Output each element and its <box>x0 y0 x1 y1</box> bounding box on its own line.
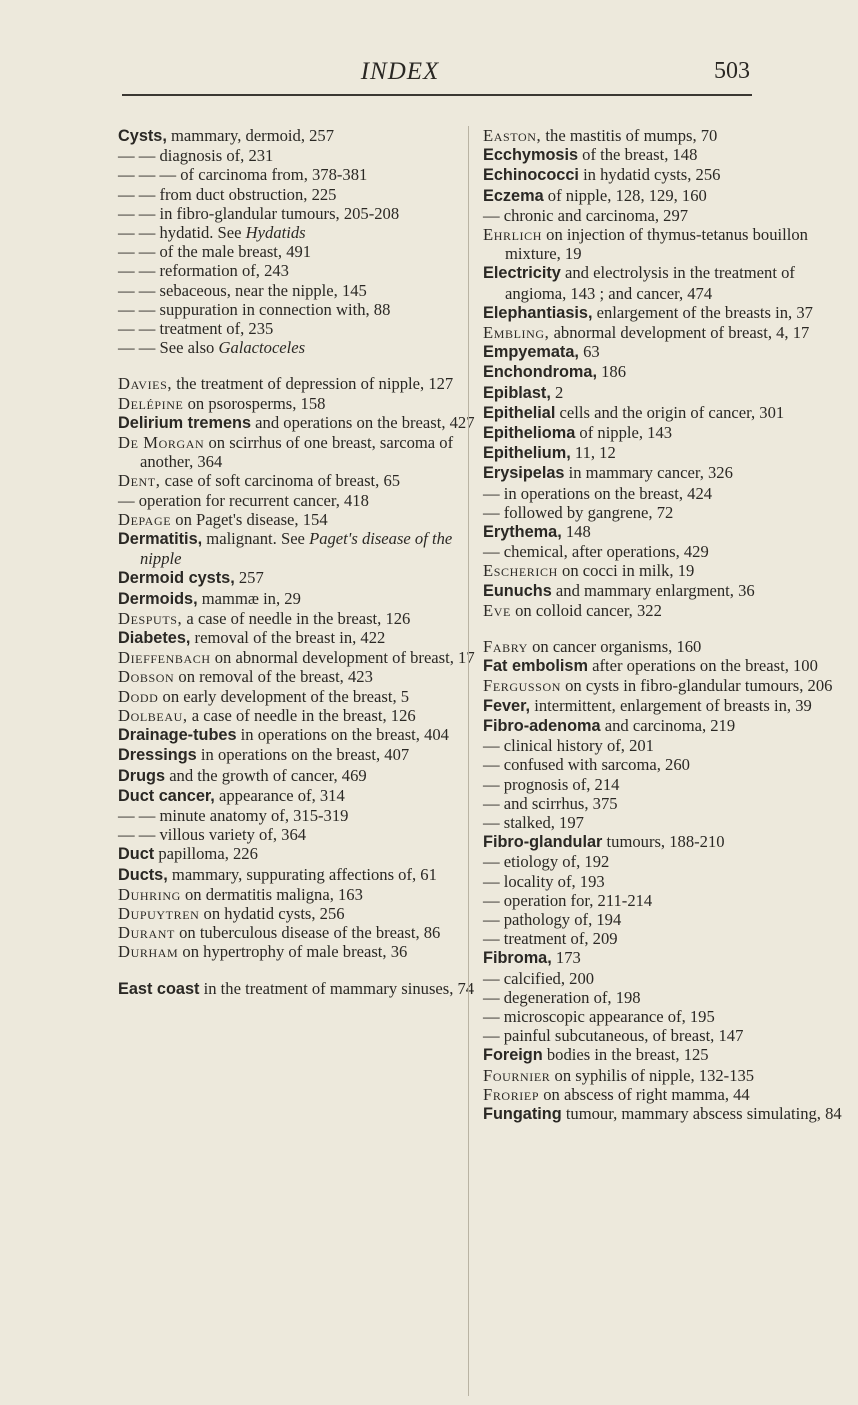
index-repeat-dash: — <box>483 909 500 929</box>
index-entry <box>483 186 858 206</box>
index-text: 257 <box>234 568 264 588</box>
index-text: of nipple, 143 <box>575 423 673 443</box>
index-heading: Empyemata, <box>483 343 579 362</box>
index-text: papilloma, 226 <box>154 844 258 864</box>
index-entry <box>118 885 493 904</box>
index-text: and electrolysis in the treatment of angioma, 143 ; and cancer, 474 <box>505 263 795 303</box>
index-cross-reference: Galactoceles <box>218 338 306 358</box>
index-text: See also <box>155 338 219 358</box>
index-entry <box>483 988 858 1007</box>
index-entry <box>118 300 493 319</box>
index-text: on dermatitis maligna, 163 <box>180 884 363 904</box>
index-repeat-dash: — <box>483 542 500 562</box>
index-text: on hypertrophy of male breast, 36 <box>178 942 408 962</box>
index-heading: Eczema <box>483 186 544 205</box>
index-text: and mammary enlargment, 36 <box>551 580 755 600</box>
index-heading: Dupuytren <box>118 903 200 923</box>
index-heading: East coast <box>118 979 200 998</box>
index-entry <box>118 394 493 413</box>
index-repeat-dash: — <box>483 968 500 988</box>
index-entry <box>483 872 858 891</box>
index-text: mammary, dermoid, 257 <box>166 126 335 145</box>
index-text: in hydatid cysts, 256 <box>578 165 721 185</box>
index-text: mammary, suppurating affections of, 61 <box>167 864 437 884</box>
index-entry <box>483 948 858 968</box>
index-heading: Dermoid cysts, <box>118 569 235 588</box>
index-entry <box>118 281 493 300</box>
index-entry <box>118 319 493 338</box>
index-heading: Embling, <box>483 323 550 343</box>
index-repeat-dash: — <box>483 1026 500 1046</box>
index-repeat-dash: — <box>483 774 500 794</box>
index-entry <box>483 383 858 403</box>
index-heading: Davies, <box>118 374 173 394</box>
page-header <box>0 0 800 106</box>
index-repeat-dash: — <box>483 929 500 949</box>
index-text: case of soft carcinoma of breast, 65 <box>160 471 401 491</box>
index-heading: Foreign <box>483 1046 543 1065</box>
index-entry <box>483 813 858 832</box>
index-repeat-dash: — — <box>118 242 156 262</box>
index-heading: Fat embolism <box>483 657 588 676</box>
index-text: 148 <box>561 522 591 542</box>
index-entry <box>118 374 493 393</box>
index-heading: Elephantiasis, <box>483 303 593 322</box>
index-text: sebaceous, near the nipple, 145 <box>155 280 367 300</box>
index-repeat-dash: — <box>483 755 500 775</box>
index-entry <box>118 510 493 529</box>
index-heading: Epithelial <box>483 403 556 422</box>
index-text: intermittent, enlargement of breasts in, 39 <box>530 695 812 715</box>
index-entry <box>118 471 493 490</box>
index-text: on abscess of right mamma, 44 <box>539 1084 750 1104</box>
index-text: on scirrhus of one breast, sarcoma of another, 364 <box>140 433 454 472</box>
index-text: of the breast, 148 <box>578 145 698 165</box>
index-entry <box>483 910 858 929</box>
index-text: reformation of, 243 <box>155 261 289 281</box>
index-heading: Epithelium, <box>483 444 571 463</box>
index-entry <box>483 676 858 695</box>
index-text: treatment of, 209 <box>499 929 618 949</box>
index-repeat-dash: — <box>483 812 500 832</box>
index-entry <box>483 852 858 871</box>
index-text: abnormal development of breast, 4, 17 <box>549 323 810 343</box>
index-repeat-dash: — <box>483 890 500 910</box>
index-entry <box>118 786 493 806</box>
index-entry <box>118 413 493 433</box>
index-text: of carcinoma from, 378-381 <box>176 165 368 185</box>
index-text: in operations on the breast, 407 <box>196 745 410 765</box>
index-text: on cysts in fibro-glandular tumours, 206 <box>560 676 833 696</box>
index-text: appearance of, 314 <box>214 785 345 805</box>
index-text: of the male breast, 491 <box>155 242 312 262</box>
index-repeat-dash: — — — <box>118 165 177 185</box>
index-text: painful subcutaneous, of breast, 147 <box>499 1026 744 1046</box>
index-entry <box>118 146 493 165</box>
index-text: of nipple, 128, 129, 160 <box>543 185 707 205</box>
index-text: on psorosperms, 158 <box>183 393 326 413</box>
index-heading: Ehrlich <box>483 225 543 245</box>
index-entry <box>483 969 858 988</box>
index-entry <box>483 929 858 948</box>
index-heading: Depage <box>118 509 172 529</box>
index-entry <box>483 716 858 736</box>
index-heading: Dodd <box>118 686 159 706</box>
index-repeat-dash: — — <box>118 805 156 825</box>
index-entry <box>118 568 493 588</box>
index-text: in operations on the breast, 424 <box>499 483 713 503</box>
index-heading: Dermoids, <box>118 589 198 608</box>
index-heading: Dieffenbach <box>118 648 211 668</box>
index-text: malignant. See <box>202 529 310 549</box>
index-text: in operations on the breast, 404 <box>236 725 449 745</box>
index-heading: Electricity <box>483 264 561 283</box>
index-repeat-dash: — <box>483 483 500 503</box>
index-text: operation for, 211-214 <box>499 890 653 910</box>
index-entry <box>483 263 858 302</box>
index-text: the treatment of depression of nipple, 127 <box>172 374 454 394</box>
index-entry <box>118 745 493 765</box>
index-text: degeneration of, 198 <box>499 987 641 1007</box>
index-repeat-dash: — <box>483 1006 500 1026</box>
index-text: 63 <box>578 342 600 362</box>
index-text: on abnormal development of breast, 17 <box>210 648 475 668</box>
index-entry <box>118 766 493 786</box>
index-entry <box>118 185 493 204</box>
index-heading: Fournier <box>483 1065 551 1085</box>
index-entry <box>483 637 858 656</box>
index-heading: Duct cancer, <box>118 786 215 805</box>
index-entry <box>118 979 493 999</box>
index-text: on injection of thymus-tetanus bouillon mixture, 19 <box>505 225 808 264</box>
index-text: diagnosis of, 231 <box>155 146 274 166</box>
index-entry <box>483 303 858 323</box>
index-entry <box>483 362 858 382</box>
index-entry <box>483 165 858 185</box>
index-entry <box>118 725 493 745</box>
index-heading: Fabry <box>483 637 528 657</box>
index-entry <box>483 522 858 542</box>
index-entry <box>483 503 858 522</box>
index-heading: Ecchymosis <box>483 146 579 165</box>
index-entry <box>118 687 493 706</box>
index-entry <box>118 204 493 223</box>
index-heading: Escherich <box>483 561 558 581</box>
index-heading: Delépine <box>118 393 184 413</box>
index-repeat-dash: — <box>483 852 500 872</box>
index-heading: Ducts, <box>118 865 168 884</box>
index-text: on colloid cancer, 322 <box>510 600 662 620</box>
index-repeat-dash: — <box>483 793 500 813</box>
index-entry <box>483 891 858 910</box>
index-text: pathology of, 194 <box>499 909 622 929</box>
index-heading: Dressings <box>118 746 197 765</box>
index-entry <box>118 126 493 146</box>
index-text: suppuration in connection with, 88 <box>155 299 391 319</box>
index-heading: Desputs, <box>118 608 183 628</box>
index-entry <box>118 223 493 242</box>
index-cross-reference: Hydatids <box>245 223 306 243</box>
index-entry <box>118 706 493 725</box>
index-text: the mastitis of mumps, 70 <box>541 126 718 145</box>
index-text: operation for recurrent cancer, 418 <box>134 490 369 510</box>
index-text: removal of the breast in, 422 <box>190 628 386 648</box>
index-repeat-dash: — <box>483 871 500 891</box>
index-heading: Eve <box>483 600 511 620</box>
index-text: tumour, mammary abscess simulating, 84 <box>561 1103 842 1123</box>
index-entry <box>483 1085 858 1104</box>
index-entry <box>118 806 493 825</box>
index-cross-reference: Paget's disease of the nipple <box>140 529 453 569</box>
index-entry <box>483 484 858 503</box>
index-entry <box>483 1066 858 1085</box>
index-column-right <box>468 126 858 1396</box>
index-entry <box>483 403 858 423</box>
index-text: 11, 12 <box>570 443 616 463</box>
index-heading: Fergusson <box>483 676 561 696</box>
index-text: chronic and carcinoma, 297 <box>499 205 689 225</box>
index-text: tumours, 188-210 <box>602 832 725 852</box>
index-text: in the treatment of mammary sinuses, 74 <box>199 978 475 998</box>
index-text: microscopic appearance of, 195 <box>499 1006 715 1026</box>
index-entry <box>118 844 493 864</box>
index-text: from duct obstruction, 225 <box>155 184 337 204</box>
index-entry <box>483 323 858 342</box>
index-repeat-dash: — — <box>118 261 156 281</box>
index-entry <box>118 865 493 885</box>
index-heading: Eunuchs <box>483 581 552 600</box>
index-heading: Delirium tremens <box>118 413 252 432</box>
index-text: and operations on the breast, 427 <box>251 412 475 432</box>
index-heading: Diabetes, <box>118 629 191 648</box>
index-heading: Dolbeau, <box>118 705 188 725</box>
index-entry <box>118 589 493 609</box>
index-entry <box>118 825 493 844</box>
index-repeat-dash: — — <box>118 203 156 223</box>
index-text: etiology of, 192 <box>499 852 610 872</box>
index-heading: Epiblast, <box>483 383 551 402</box>
index-text: clinical history of, 201 <box>499 736 654 756</box>
index-text: prognosis of, 214 <box>499 774 620 794</box>
index-text: on Paget's disease, 154 <box>171 509 328 529</box>
index-repeat-dash: — — <box>118 184 156 204</box>
index-entry <box>483 463 858 483</box>
index-text: locality of, 193 <box>499 871 605 891</box>
index-heading: Drugs <box>118 766 166 785</box>
index-text: after operations on the breast, 100 <box>587 656 818 676</box>
index-repeat-dash: — <box>118 490 135 510</box>
index-repeat-dash: — <box>483 736 500 756</box>
index-text: minute anatomy of, 315-319 <box>155 805 349 825</box>
index-heading: Drainage-tubes <box>118 726 237 745</box>
index-heading: Echinococci <box>483 166 579 185</box>
index-repeat-dash: — — <box>118 825 156 845</box>
index-entry <box>483 225 858 263</box>
index-heading: Cysts, <box>118 127 167 145</box>
index-text: on tuberculous disease of the breast, 86 <box>174 923 441 943</box>
index-entry <box>118 609 493 628</box>
index-entry <box>483 581 858 601</box>
index-repeat-dash: — <box>483 205 500 225</box>
index-entry <box>483 755 858 774</box>
index-text: stalked, 197 <box>499 812 584 832</box>
index-text: 186 <box>596 362 627 382</box>
index-entry <box>118 261 493 280</box>
index-repeat-dash: — <box>483 987 500 1007</box>
index-entry <box>483 206 858 225</box>
index-heading: Durham <box>118 942 179 962</box>
index-entry <box>483 1026 858 1045</box>
index-heading: Dent, <box>118 471 161 491</box>
index-text: bodies in the breast, 125 <box>542 1045 709 1065</box>
index-text: followed by gangrene, 72 <box>499 502 674 522</box>
index-text: on cocci in milk, 19 <box>557 561 695 581</box>
index-heading: Fungating <box>483 1104 562 1123</box>
index-entry <box>483 561 858 580</box>
index-column-left <box>118 126 493 999</box>
page-number: 503 <box>714 58 750 84</box>
index-repeat-dash: — — <box>118 223 156 243</box>
index-text: and the growth of cancer, 469 <box>165 765 367 785</box>
index-entry <box>483 542 858 561</box>
index-repeat-dash: — — <box>118 338 156 358</box>
index-entry <box>118 628 493 648</box>
index-text: villous variety of, 364 <box>155 825 307 845</box>
index-text: 2 <box>550 382 564 402</box>
index-entry <box>483 126 858 145</box>
index-heading: Froriep <box>483 1084 540 1104</box>
index-repeat-dash: — — <box>118 319 156 339</box>
index-text: mammæ in, 29 <box>197 588 301 608</box>
index-entry <box>118 242 493 261</box>
index-text: cells and the origin of cancer, 301 <box>555 402 785 422</box>
index-entry <box>483 832 858 852</box>
index-heading: Enchondroma, <box>483 363 597 382</box>
index-entry <box>483 601 858 620</box>
index-text: hydatid. See <box>155 223 246 243</box>
index-entry <box>118 433 493 471</box>
index-entry <box>118 904 493 923</box>
header-rule <box>122 94 752 96</box>
index-text: a case of needle in the breast, 126 <box>187 705 416 725</box>
index-heading: Dobson <box>118 667 175 687</box>
running-head: INDEX <box>360 58 440 85</box>
index-text: chemical, after operations, 429 <box>499 542 709 562</box>
index-repeat-dash: — — <box>118 280 156 300</box>
index-text: on early development of the breast, 5 <box>158 686 410 706</box>
index-heading: Fibro-adenoma <box>483 716 601 735</box>
index-heading: Erythema, <box>483 523 562 542</box>
index-text: and carcinoma, 219 <box>600 715 736 735</box>
index-heading: Erysipelas <box>483 464 565 483</box>
index-text: on removal of the breast, 423 <box>174 667 373 687</box>
index-heading: Fever, <box>483 696 531 715</box>
index-text: enlargement of the breasts in, 37 <box>592 302 813 322</box>
index-text: in fibro-glandular tumours, 205-208 <box>155 203 400 223</box>
index-heading: Easton, <box>483 126 542 145</box>
index-text: a case of needle in the breast, 126 <box>182 608 411 628</box>
index-entry <box>483 342 858 362</box>
index-repeat-dash: — — <box>118 146 156 166</box>
index-entry <box>118 165 493 184</box>
index-heading: Fibroma, <box>483 949 552 968</box>
index-entry <box>118 648 493 667</box>
index-text: confused with sarcoma, 260 <box>499 755 690 775</box>
index-entry <box>483 443 858 463</box>
index-heading: Duhring <box>118 884 181 904</box>
index-entry <box>118 529 493 568</box>
index-text: on syphilis of nipple, 132-135 <box>550 1065 755 1085</box>
index-heading: Dermatitis, <box>118 530 203 549</box>
index-entry <box>483 775 858 794</box>
index-heading: Epithelioma <box>483 424 576 443</box>
index-entry <box>118 338 493 357</box>
index-repeat-dash: — — <box>118 299 156 319</box>
index-text: 173 <box>551 948 581 968</box>
index-text: and scirrhus, 375 <box>499 793 618 813</box>
index-entry <box>118 923 493 942</box>
index-heading: De Morgan <box>118 433 205 453</box>
index-heading: Durant <box>118 923 175 943</box>
index-entry <box>118 942 493 961</box>
index-entry <box>483 1045 858 1065</box>
index-text: on cancer organisms, 160 <box>527 637 702 657</box>
index-text: treatment of, 235 <box>155 319 274 339</box>
index-entry <box>483 1104 858 1124</box>
index-text: calcified, 200 <box>499 968 595 988</box>
index-entry <box>483 423 858 443</box>
index-entry <box>483 736 858 755</box>
index-entry <box>483 1007 858 1026</box>
index-heading: Fibro-glandular <box>483 833 603 852</box>
index-text: in mammary cancer, 326 <box>564 463 733 483</box>
index-entry <box>483 145 858 165</box>
index-entry <box>483 656 858 676</box>
index-text: on hydatid cysts, 256 <box>199 903 345 923</box>
index-heading: Duct <box>118 845 155 864</box>
index-entry <box>483 696 858 716</box>
index-entry <box>118 667 493 686</box>
index-entry <box>483 794 858 813</box>
index-repeat-dash: — <box>483 502 500 522</box>
index-entry <box>118 491 493 510</box>
